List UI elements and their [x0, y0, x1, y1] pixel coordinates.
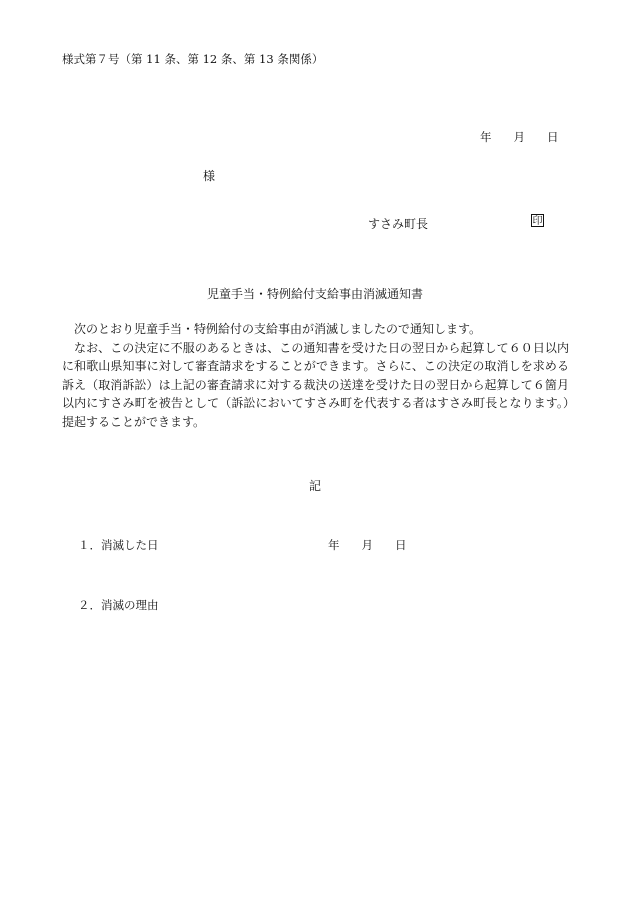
issuer-name: すさみ町長: [368, 217, 429, 231]
expiry-date-day: 日: [395, 538, 407, 552]
addressee-honorific: 様: [203, 169, 216, 183]
notice-paragraph-2: なお、この決定に不服のあるときは、この通知書を受けた日の翌日から起算して６０日以内に和歌山県知事に対して審査請求をすることができます。さらに、この決定の取消しを求める訴え（取消訴訟）は上記の審査請求に対する裁決の送達を受けた日の翌日から起算して６箇月以内にすさみ町を被告として（訴訟においてすさみ町を代表する者はすさみ町長となります。）提起することができます。: [62, 340, 569, 429]
expiry-date: [328, 537, 407, 553]
document-title: 児童手当・特例給付支給事由消滅通知書: [206, 287, 423, 301]
issue-date-day: 日: [547, 130, 559, 144]
item-label: 消滅した日: [101, 538, 159, 552]
seal-stamp: 印: [532, 216, 543, 227]
expiry-date-month: 月: [361, 538, 373, 552]
issue-date-year: 年: [480, 130, 492, 144]
form-number-label: 様式第７号（第 11 条、第 12 条、第 13 条関係）: [62, 52, 324, 66]
ki-heading: 記: [308, 479, 321, 493]
notice-paragraph-1: 次のとおり児童手当・特例給付の支給事由が消滅しましたので通知します。: [74, 322, 482, 336]
item-number: １．: [78, 538, 101, 552]
expiry-date-year: 年: [328, 538, 340, 552]
notice-body: [62, 320, 569, 432]
item-expiry-reason-label: [78, 597, 159, 613]
issue-date: [480, 129, 559, 145]
item-label: 消滅の理由: [101, 598, 159, 612]
item-expiry-date-label: [78, 537, 159, 553]
item-number: ２．: [78, 598, 101, 612]
issue-date-month: 月: [513, 130, 525, 144]
